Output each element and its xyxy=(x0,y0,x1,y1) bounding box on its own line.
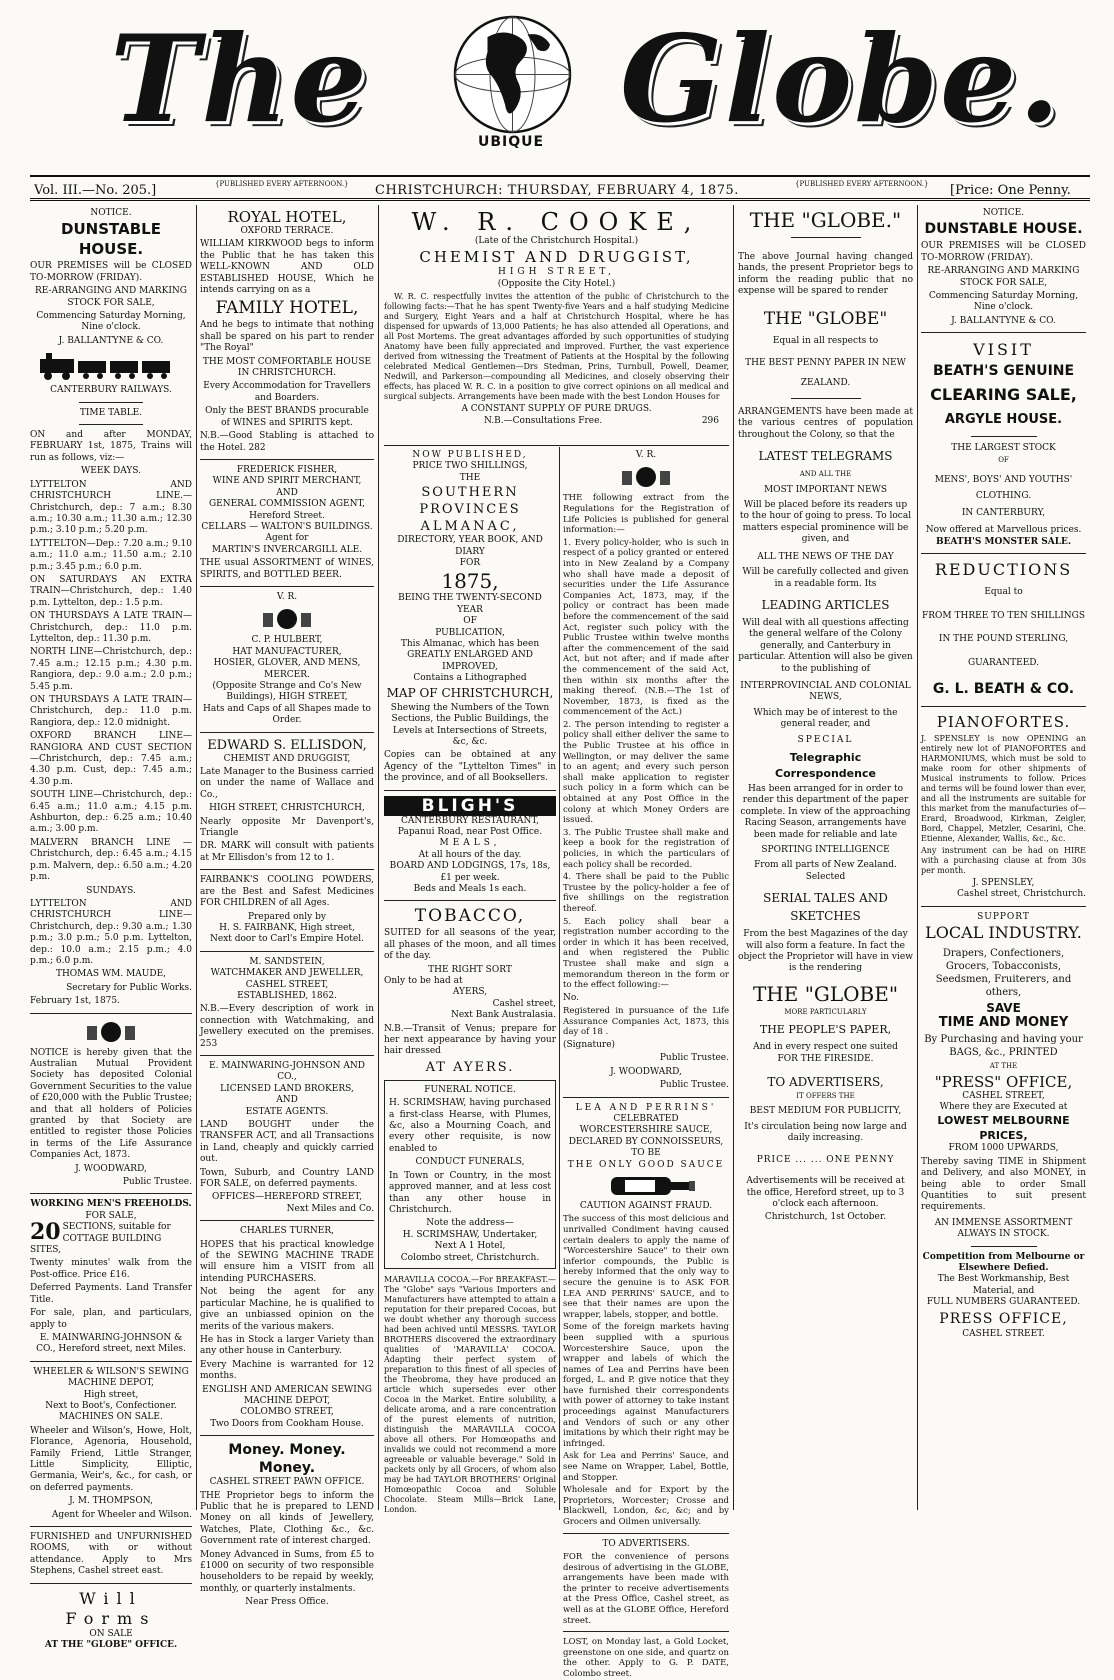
tobacco-text: SUITED for all seasons of the year, all phases of the moon, and all times of the day. xyxy=(384,928,556,962)
wheeler-address: High street, xyxy=(83,1389,139,1400)
tobacco-address: Cashel street, xyxy=(492,998,556,1009)
freeholds-forsale: FOR SALE, xyxy=(85,1210,137,1221)
turner-text: HOPES that his practical knowledge of the SEWING MACHINE TRADE will ensure him a VISIT from all intending PURCHASERS. xyxy=(200,1239,374,1284)
sandstein-established: ESTABLISHED, 1862. xyxy=(237,990,337,1001)
cooke-name: W. R. COOKE, xyxy=(411,208,702,236)
policy-text: 3. The Public Trustee shall make and keep a book for the registration of policies, in which the particulars of each policy shall be recorded. xyxy=(563,827,729,870)
beath-title: BEATH'S GENUINE xyxy=(932,363,1075,380)
globe-date: Christchurch, 1st October. xyxy=(764,1212,887,1223)
globe-heading: SERIAL TALES AND xyxy=(763,891,888,906)
royal-crest-icon xyxy=(30,1019,192,1045)
almanac-price: PRICE TWO SHILLINGS, xyxy=(412,461,528,472)
pianofortes-text: J. SPENSLEY is now OPENING an entirely new lot of PIANOFORTES and HARMONIUMS, which must be sold to make room for other shipments of Musical instruments to follow. Prices and terms will be found lower than ever, and all the instruments are suitable for this market from the manufacturies of—Erard, Broadwood, Kirkman, Zeigler, Bord, Chappel, Metzler, Cesarini, Che. Etienne, Alexander, Wallis, &c., &c. xyxy=(921,733,1086,843)
fisher-address: Hereford Street. xyxy=(249,510,325,521)
lea-perrins-celebrated: CELEBRATED xyxy=(613,1113,679,1124)
cooke-number: 296 xyxy=(701,415,719,426)
freeholds-agent: E. MAINWARING-JOHNSON & CO., Hereford street, next Miles. xyxy=(36,1332,186,1355)
royal-hotel-title: ROYAL HOTEL, xyxy=(227,208,347,226)
dunstable-title: DUNSTABLE HOUSE. xyxy=(924,221,1083,238)
tobacco-venus: N.B.—Transit of Venus; prepare for her next appearance by having your hair dressed xyxy=(384,1023,556,1057)
masthead xyxy=(0,0,1114,170)
funeral-address: Colombo street, Christchurch. xyxy=(400,1252,540,1263)
almanac-directory: DIRECTORY, YEAR BOOK, AND xyxy=(397,535,543,546)
ellisdon-address: HIGH STREET, CHRISTCHURCH, xyxy=(209,803,365,814)
globe-heading: TO ADVERTISERS, xyxy=(767,1075,884,1090)
blighs-subtitle: CANTERBURY RESTAURANT, xyxy=(401,815,539,826)
globe-title: THE "GLOBE" xyxy=(752,981,899,1006)
almanac-text: GREATLY ENLARGED AND xyxy=(407,650,533,661)
turner-name: CHARLES TURNER, xyxy=(239,1226,335,1237)
ellisdon-name: EDWARD S. ELLISDON, xyxy=(207,737,367,753)
almanac-of: OF xyxy=(463,616,477,627)
fairbank-address: Next door to Carl's Empire Hotel. xyxy=(210,934,364,945)
fisher-text: THE usual ASSORTMENT of WINES, SPIRITS, and BOTTLED BEER. xyxy=(200,558,374,580)
globe-text: Advertisements will be received at the office, Hereford street, up to 3 o'clock each afternoon. xyxy=(746,1176,905,1209)
globe-text: ALL THE NEWS OF THE DAY xyxy=(757,551,894,562)
clearing-sale-title: CLEARING SALE, xyxy=(930,385,1077,405)
save-title: SAVE xyxy=(986,1001,1021,1016)
time-money-title: TIME AND MONEY xyxy=(938,1015,1069,1031)
rail-line: ON THURSDAYS A LATE TRAIN—Christchurch, dep.: 11.0 p.m. Rangiora, dep.: 12.0 midnight. xyxy=(30,695,192,728)
almanac-now-published: NOW PUBLISHED, xyxy=(412,450,528,460)
globe-text: IT OFFERS THE xyxy=(796,1092,855,1101)
fisher-trade: GENERAL COMMISSION AGENT, xyxy=(208,499,366,510)
globe-title: THE "GLOBE" xyxy=(763,308,888,329)
turner-text: Every Machine is warranted for 12 months. xyxy=(200,1359,374,1382)
almanac-diary: DIARY xyxy=(455,546,485,557)
beath-text: Equal to xyxy=(984,587,1023,598)
vr-label: V. R. xyxy=(635,450,657,460)
hulbert-hats: Hats and Caps of all Shapes made to Order. xyxy=(203,703,371,726)
support-text: CASHEL STREET, xyxy=(962,1090,1045,1101)
blighs-hours: At all hours of the day. xyxy=(418,849,522,860)
notice-label: NOTICE. xyxy=(982,208,1025,218)
dunstable-text: RE-ARRANGING AND MARKING STOCK FOR SALE, xyxy=(927,266,1080,288)
dunstable-signature: J. BALLANTYNE & CO. xyxy=(951,315,1056,326)
cooke-street: HIGH STREET, xyxy=(498,267,615,278)
published-note-left: {PUBLISHED EVERY AFTERNOON.} xyxy=(215,180,349,188)
argyle-house-title: ARGYLE HOUSE. xyxy=(944,412,1063,428)
globe-text: The above Journal having changed hands, the present Proprietor begs to inform the reading public that no expense will be spared to render xyxy=(738,252,913,297)
fisher-and: AND xyxy=(276,487,298,498)
caution-text: Ask for Lea and Perrins' Sauce, and see Name on Wrapper, Label, Bottle, and Stopper. xyxy=(563,1451,729,1483)
time-table-title: TIME TABLE. xyxy=(79,407,143,418)
globe-text: BEST MEDIUM FOR PUBLICITY, xyxy=(749,1106,902,1117)
funeral-notice-box xyxy=(384,1080,556,1269)
beath-signature: G. L. BEATH & CO. xyxy=(932,680,1075,697)
tobacco-at-ayers: AT AYERS. xyxy=(425,1059,515,1075)
funeral-name: H. SCRIMSHAW, Undertaker, xyxy=(402,1229,538,1240)
rail-line: ON SATURDAYS AN EXTRA TRAIN—Christchurch, dep.: 1.40 p.m. Lyttelton, dep.: 1.5 p.m. xyxy=(30,574,192,608)
fisher-trade: WINE AND SPIRIT MERCHANT, xyxy=(212,476,362,487)
ellisdon-trade: CHEMIST AND DRUGGIST, xyxy=(223,753,351,764)
turner-text: Not being the agent for any particular Machine, he is qualified to give an unbiassed opinion on the merits of the various makers. xyxy=(200,1287,374,1332)
maude-title: Secretary for Public Works. xyxy=(66,982,192,993)
support-at: AT THE xyxy=(989,1062,1018,1071)
funeral-text: H. SCRIMSHAW, having purchased a first-class Hearse, with Plumes, &c, also a Mourning Coach, and every other requisite, is now enabled to xyxy=(389,1098,551,1154)
policy-no: No. xyxy=(563,992,579,1003)
ellisdon-text: Late Manager to the Business carried on under the name of Wallace and Co., xyxy=(200,767,374,800)
support-text: AN IMMENSE ASSORTMENT ALWAYS IN STOCK. xyxy=(934,1217,1073,1240)
royal-hotel-text: Only the BEST BRANDS procurable of WINES and SPIRITS kept. xyxy=(205,406,369,428)
globe-text: Will deal with all questions affecting the general welfare of the Colony generally, and Canterbury in particular. Attention will also be given to the publishing of xyxy=(738,617,913,674)
reductions-title: REDUCTIONS xyxy=(934,560,1073,580)
globe-text: THE PEOPLE'S PAPER, xyxy=(759,1023,892,1037)
blighs-beds: Beds and Meals 1s each. xyxy=(413,883,527,894)
sandstein-name: M. SANDSTEIN, xyxy=(249,956,325,967)
rail-line: LYTTELTON—Dep.: 7.20 a.m.; 9.10 a.m.; 11.0 a.m.; 11.50 a.m.; 2.10 p.m.; 3.45 p.m.; 6.0 p.m. xyxy=(30,538,192,572)
will-forms-sale: ON SALE xyxy=(89,1628,133,1639)
royal-hotel-text: WILLIAM KIRKWOOD begs to inform the Public that he has taken this WELL-KNOWN AND OLD ESTABLISHED HOUSE, Which he intends carrying on as a xyxy=(200,239,374,296)
vr-label: V. R. xyxy=(276,591,298,602)
globe-price: PRICE ... ... ONE PENNY xyxy=(756,1154,895,1165)
hulbert-name: C. P. HULBERT, xyxy=(251,635,323,646)
caution-text: The success of this most delicious and unrivalled Condiment having caused certain dealers to apply the name of "Worcestershire Sauce" to their own inferior compounds, the Public is hereby informed that the only way to secure the genuine is to ASK FOR LEA AND PERRINS' SAUCE, and to see that their names are upon the wrapper, labels, stopper, and bottle. xyxy=(563,1214,729,1320)
policy-trustee: Public Trustee. xyxy=(659,1080,729,1091)
globe-text: MOST IMPORTANT NEWS xyxy=(763,484,888,495)
freeholds-plan: For sale, plan, and particulars, apply to xyxy=(30,1308,192,1330)
support-text: By Purchasing and having your BAGS, &c., PRINTED xyxy=(924,1034,1083,1059)
column-3b xyxy=(563,450,729,1679)
policy-text: 2. The person intending to register a policy shall either deliver the same to the Public Trustee at his office in Wellington, or may deliver the same to an agent; and every such person shall make application to register such policy in a form which can be obtained at any Post Office in the colony at which Money Orders are issued. xyxy=(563,719,729,826)
funeral-conduct: CONDUCT FUNERALS, xyxy=(415,1157,525,1168)
masthead-the: The xyxy=(110,9,369,150)
pianofortes-title: PIANOFORTES. xyxy=(936,712,1071,731)
machines-on-sale: MACHINES ON SALE. xyxy=(59,1412,163,1423)
wheeler-title: WHEELER & WILSON'S SEWING MACHINE DEPOT, xyxy=(33,1366,189,1389)
support-text: Competition from Melbourne or Elsewhere Defied. xyxy=(922,1251,1085,1273)
section-rule xyxy=(384,445,729,446)
globe-text: Will be placed before its readers up to the hour of going to press. To local matters especial prominence will be given, and xyxy=(739,500,912,545)
policy-woodward: J. WOODWARD, xyxy=(610,1066,682,1077)
lea-perrins-title: LEA AND PERRINS' xyxy=(575,1102,717,1113)
emj-text: LAND BOUGHT under the TRANSFER ACT, and all Transactions in Land, cheaply and quickly carried out. xyxy=(200,1120,374,1165)
caution-title: CAUTION AGAINST FRAUD. xyxy=(579,1200,713,1211)
almanac-almanac: ALMANAC, xyxy=(420,519,520,535)
support-text: Thereby saving TIME in Shipment and Delivery, and also MONEY, in being able to order Small Quantities to suit present requirements. xyxy=(921,1156,1086,1213)
cooke-ad xyxy=(384,208,729,443)
support-text: FULL NUMBERS GUARANTEED. xyxy=(926,1297,1081,1308)
lea-perrins-only: THE ONLY GOOD SAUCE xyxy=(567,1159,725,1170)
pawn-address: Near Press Office. xyxy=(245,1597,329,1608)
globe-text: INTERPROVINCIAL AND COLONIAL NEWS, xyxy=(740,680,911,703)
to-advertisers-title: TO ADVERTISERS. xyxy=(602,1538,690,1549)
beath-text: THE LARGEST STOCK xyxy=(951,443,1056,454)
globe-text: SPORTING INTELLIGENCE xyxy=(761,845,890,855)
royal-hotel-text: Every Accommodation for Travellers and Boarders. xyxy=(203,381,371,403)
policy-text: 5. Each policy shall bear a registration number according to the order in which it has been received, and when registered the Public Trustee shall make and sign a memorandum thereon in the form or to the effect following:— xyxy=(563,916,729,991)
wheeler-text: Wheeler and Wilson's, Howe, Holt, Florance, Agenoria, Household, Family Friend, Little Stranger, Little Simplicity, Elliptic, Germania, Weir's, &c., for cash, or on deferred payments. xyxy=(30,1425,192,1493)
pawn-text: THE Proprietor begs to inform the Public that he is prepared to LEND Money on all kinds of Jewellery, Watches, Plate, Clothing &c., &c. Government rate of interest charged. xyxy=(200,1490,374,1547)
policy-trustee: Public Trustee. xyxy=(659,1053,729,1064)
lea-perrins-sauce: WORCESTERSHIRE SAUCE, xyxy=(579,1125,713,1136)
emj-trade: ESTATE AGENTS. xyxy=(245,1106,329,1117)
dateline xyxy=(30,175,1090,201)
turner-address: Two Doors from Cookham House. xyxy=(210,1418,364,1429)
column-5 xyxy=(921,208,1086,1508)
royal-crest-icon xyxy=(200,606,374,632)
royal-hotel-address: OXFORD TERRACE. xyxy=(240,226,334,236)
blighs-title: BLIGH'S xyxy=(384,796,556,816)
ellisdon-text: DR. MARK will consult with patients at Mr Ellisdon's from 12 to 1. xyxy=(200,841,374,863)
rail-line: OXFORD BRANCH LINE—RANGIORA AND CUST SECTION—Christchurch, dep.: 7.45 a.m.; 4.30 p.m. Cust, dep.: 7.45 a.m.; 4.30 p.m. xyxy=(30,731,192,787)
freeholds-title: WORKING MEN'S FREEHOLDS. xyxy=(30,1199,192,1210)
tobacco-right: THE RIGHT SORT xyxy=(428,964,512,975)
globe-heading: LATEST TELEGRAMS xyxy=(758,449,893,464)
almanac-text: Shewing the Numbers of the Town Sections, the Public Buildings, the Levels at Intersections of Streets, &c, &c. xyxy=(390,702,550,747)
rail-line: LYTTELTON AND CHRISTCHURCH LINE—Christchurch, dep.: 9.30 a.m.; 1.30 p.m.; 3.0 p.m.; 5.0 p.m. Lyttelton, dep.: 10.0 a.m.; 2.15 p.m.; 4.0 p.m.; 6.0 p.m. xyxy=(30,898,192,966)
almanac-the: THE xyxy=(459,472,481,483)
globe-text: Has been arranged for in order to render this department of the paper complete. In view of the approaching Racing Season, arrangements have been made for reliable and late xyxy=(740,783,911,840)
policy-signature: (Signature) xyxy=(563,1039,616,1050)
lost-locket-text: LOST, on Monday last, a Gold Locket, greenstone on one side, and quartz on the other. Apply to G. P. DATE, Colombo street. xyxy=(563,1637,729,1679)
tobacco-only: Only to be had at xyxy=(384,976,463,986)
maude-date: February 1st, 1875. xyxy=(30,996,120,1007)
family-hotel-title: FAMILY HOTEL, xyxy=(215,298,359,319)
masthead-motto: UBIQUE xyxy=(478,134,545,150)
rooms-ad: FURNISHED and UNFURNISHED ROOMS, with or without attendance. Apply to Mrs Stephens, Cashel street east. xyxy=(30,1532,192,1577)
column-rule xyxy=(733,205,734,1510)
train-icon xyxy=(30,351,192,381)
blighs-address: Papanui Road, near Post Office. xyxy=(397,826,543,837)
caution-text: Wholesale and for Export by the Proprietors, Worcester; Crosse and Blackwell, London, &c, &c; and by Grocers and Oilmen universally. xyxy=(563,1485,729,1527)
turner-street: COLOMBO STREET, xyxy=(240,1407,334,1418)
city-date: CHRISTCHURCH: THURSDAY, FEBRUARY 4, 1875. xyxy=(375,183,739,198)
globe-text: AND ALL THE xyxy=(799,470,852,479)
cooke-subtitle: (Late of the Christchurch Hospital.) xyxy=(474,236,639,246)
almanac-text: Contains a Lithographed xyxy=(413,673,527,684)
cooke-consult: N.B.—Consultations Free. xyxy=(484,415,603,426)
price: [Price: One Penny. xyxy=(950,183,1071,198)
sandstein-address: CASHEL STREET, xyxy=(245,979,329,990)
railways-title: CANTERBURY RAILWAYS. xyxy=(50,385,172,396)
thompson-name: J. M. THOMPSON, xyxy=(69,1496,153,1507)
beath-monster-sale: BEATH'S MONSTER SALE. xyxy=(935,536,1072,547)
beath-text: GUARANTEED. xyxy=(967,657,1040,668)
fairbank-text: FAIRBANK'S COOLING POWDERS, are the Best and Safest Medicines FOR CHILDREN of all Ages. xyxy=(200,875,374,909)
globe-text: And in every respect one suited xyxy=(753,1042,898,1053)
blighs-meals: MEALS, xyxy=(439,838,501,849)
almanac-text: IMPROVED, xyxy=(442,661,498,672)
globe-text: From all parts of New Zealand. Selected xyxy=(754,860,897,882)
globe-text: Equal in all respects to xyxy=(772,335,879,346)
woodward-title: Public Trustee. xyxy=(122,1177,192,1188)
support-text: FROM 1000 UPWARDS, xyxy=(948,1143,1059,1154)
rail-line: ON THURSDAYS A LATE TRAIN—Christchurch, dep.: 11.0 p.m. Lyttelton, dep.: 11.30 p.m. xyxy=(30,611,192,644)
freeholds-terms: Deferred Payments. Land Transfer Title. xyxy=(30,1283,192,1305)
beath-text: Now offered at Marvellous prices. xyxy=(925,525,1082,536)
maravilla-text: MARAVILLA COCOA.—For BREAKFAST.—The "Globe" says "Various Importers and Manufacturers have attempted to attain a reputation for their prepared Cocoas, but we doubt whether any thorough success had been achived until MESSRS. TAYLOR BROTHERS discovered the extraordinary qualities of 'MARAVILLA' COCOA. Adapting their perfect system of preparation to this finest of all species of the Theobroma, they have produced an article which supersedes ever other Cocoa in the Market. Entire solubility, a delicate aroma, and a rare concentration of the purest elements of nutrition, distinguish the MARAVILLA COCOA above all others. For Homœopaths and invalids we could not recommend a more agreeable or valuable beverage." Sold in packets only by all Grocers, of whom also may be had TAYLOR BROTHERS' Original Homœopathic Cocoa and Soluble Chocolate. Steam Mills—Brick Lane, London. xyxy=(384,1274,556,1514)
almanac-title: SOUTHERN PROVINCES xyxy=(419,485,521,518)
beath-text: MENS', BOYS' AND YOUTHS' CLOTHING. xyxy=(934,475,1073,502)
globe-heading: LEADING ARTICLES xyxy=(761,597,890,612)
beath-text: IN CANTERBURY, xyxy=(961,508,1046,519)
tobacco-ayers: AYERS, xyxy=(452,987,488,998)
globe-text: It's circulation being now large and daily increasing. xyxy=(744,1121,907,1144)
sauce-bottle-icon xyxy=(563,1171,729,1201)
globe-heading: Telegraphic Correspondence xyxy=(775,750,876,780)
spensley-name: J. SPENSLEY, xyxy=(972,877,1035,888)
rail-line: LYTTELTON AND CHRISTCHURCH LINE.—Christchurch, dep.: 7 a.m.; 8.30 a.m.; 10.30 a.m.; 11.30 a.m.; 12.30 p.m.; 3.10 p.m.; 5.20 p.m. xyxy=(30,479,192,536)
support-text: CASHEL STREET. xyxy=(962,1328,1045,1339)
emj-trade: LICENSED LAND BROKERS, xyxy=(220,1083,354,1094)
maude-name: THOMAS WM. MAUDE, xyxy=(55,969,167,980)
emj-office: Next Miles and Co. xyxy=(286,1203,374,1214)
column-rule xyxy=(196,205,197,1510)
hulbert-trade: HOSIER, GLOVER, AND MENS, MERCER. xyxy=(213,658,361,680)
almanac-being: BEING THE TWENTY-SECOND YEAR xyxy=(398,593,542,615)
royal-hotel-text: N.B.—Good Stabling is attached to the Hotel. 282 xyxy=(200,431,374,453)
tobacco-address: Next Bank Australasia. xyxy=(450,1010,556,1021)
beath-text: OF xyxy=(998,455,1009,464)
almanac-for: FOR xyxy=(459,558,481,569)
melbourne-prices-title: LOWEST MELBOURNE PRICES, xyxy=(937,1114,1070,1143)
funeral-title: FUNERAL NOTICE. xyxy=(424,1084,516,1095)
almanac-publication: PUBLICATION, xyxy=(435,627,505,638)
globe-heading: SKETCHES xyxy=(790,909,861,924)
rail-line: NORTH LINE—Christchurch, dep.: 7.45 a.m.; 12.15 p.m.; 4.30 p.m. Rangiora, dep.: 9.0 a.m.; 2.0 p.m.; 5.45 p.m. xyxy=(30,647,192,692)
wheeler-address: Next to Boot's, Confectioner. xyxy=(45,1400,177,1411)
freeholds-walk: Twenty minutes' walk from the Post-office. Price £16. xyxy=(30,1258,192,1280)
freeholds-number: 20 xyxy=(30,1219,61,1246)
money-title: Money. Money. Money. xyxy=(228,1442,346,1477)
funeral-note: Note the address— xyxy=(426,1218,514,1229)
dunstable-signature: J. BALLANTYNE & CO. xyxy=(58,335,164,346)
policy-text: THE following extract from the Regulations for the Registration of Life Policies is published for general information:— xyxy=(563,493,729,536)
hulbert-address: (Opposite Strange and Co's New Buildings), HIGH STREET, xyxy=(212,681,362,703)
column-1 xyxy=(30,208,193,1651)
royal-hotel-text: THE MOST COMFORTABLE HOUSE IN CHRISTCHURCH. xyxy=(202,356,372,379)
cooke-opposite: (Opposite the City Hotel.) xyxy=(497,278,616,289)
support-text: Where they are Executed at xyxy=(939,1101,1068,1112)
policy-text: Registered in pursuance of the Life Assurance Companies Act, 1873, this day of 18 . xyxy=(563,1006,729,1038)
globe-icon xyxy=(450,12,575,137)
to-advertisers-text: FOR the convenience of persons desirous of advertising in the GLOBE, arrangements have been made with the printer to receive advertisements at the Press Office, Cashel street, as well as at the GLOBE Office, Hereford street. xyxy=(563,1552,729,1626)
policy-text: 4. There shall be paid to the Public Trustee by the policy-holder a fee of five shillings on the registration thereof. xyxy=(563,872,729,914)
emj-text: Town, Suburb, and Country LAND FOR SALE, on deferred payments. xyxy=(200,1167,374,1190)
hulbert-trade: HAT MANUFACTURER, xyxy=(232,646,342,657)
column-rule xyxy=(378,205,379,1510)
fisher-ale: MARTIN'S INVERCARGILL ALE. xyxy=(211,544,363,555)
pianofortes-text: Any instrument can be had on HIRE with a purchasing clause at from 30s per month. xyxy=(921,845,1086,875)
woodward-name: J. WOODWARD, xyxy=(75,1163,147,1174)
dunstable-text: OUR PREMISES will be CLOSED TO-MORROW (FRIDAY). xyxy=(921,241,1086,263)
local-industry-title: LOCAL INDUSTRY. xyxy=(925,923,1082,943)
policy-text: 1. Every policy-holder, who is such in respect of a policy granted or entered into in New Zealand by a Company who shall have made a deposit of securities under the Life Assurance Companies Act, 1873, may, if the policy or contract has been made before the commencement of the said Act, register such policy with the Public Trustee within twelve months after the commencement of the said Act, but not after; and if made after the commencement of the said Act, then within six months after the making thereof. (N.B.—The 1st of November, 1873, is fixed as the commencement of the Act.) xyxy=(563,537,729,718)
dunstable-text: OUR PREMISES will be CLOSED TO-MORROW (FRIDAY). xyxy=(30,261,192,283)
globe-text: SPECIAL xyxy=(797,734,854,745)
support-title: SUPPORT xyxy=(977,911,1030,922)
amp-notice: NOTICE is hereby given that the Australian Mutual Provident Society has deposited Colonial Government Securities to the value of £20,000 with the Public Trustee; and that all holders of Policies granted by that Society are entitled to register those Policies in terms of the Life Assurance Companies Act, 1873. xyxy=(30,1047,193,1161)
dunstable-text: RE-ARRANGING AND MARKING STOCK FOR SALE, xyxy=(35,286,187,308)
royal-crest-icon xyxy=(563,464,729,490)
sandstein-trade: WATCHMAKER AND JEWELLER, xyxy=(210,968,364,979)
freeholds-sections: SECTIONS, suitable for COTTAGE BUILDING SITES, xyxy=(30,1222,171,1256)
almanac-map: MAP OF CHRISTCHURCH, xyxy=(386,685,554,700)
thompson-title: Agent for Wheeler and Wilson. xyxy=(51,1509,192,1520)
will-forms-office: AT THE "GLOBE" OFFICE. xyxy=(44,1640,178,1651)
week-days-title: WEEK DAYS. xyxy=(81,466,141,477)
funeral-text: In Town or Country, in the most approved manner, and at less cost than any other house in Christchurch. xyxy=(389,1170,551,1215)
rail-line: SOUTH LINE—Christchurch, dep.: 6.45 a.m.; 11.0 a.m.; 4.15 p.m. Ashburton, dep.: 6.25 a.m.; 10.40 a.m.; 3.00 p.m. xyxy=(30,790,192,835)
globe-text: Will be carefully collected and given in a readable form. Its xyxy=(742,567,909,589)
dunstable-text: Commencing Saturday Morning, Nine o'clock. xyxy=(36,311,186,333)
globe-text: From the best Magazines of the day will also form a feature. In fact the object the Proprietor will have in view is the rendering xyxy=(738,929,913,974)
will-forms-title: Will Forms xyxy=(65,1588,157,1628)
almanac-text: Copies can be obtained at any Agency of the "Lyttelton Times" in the province, and of all Booksellers. xyxy=(384,750,556,784)
caution-text: Some of the foreign markets having been supplied with a spurious Worcestershire Sauce, upon the wrapper and labels of which the names of Lea and Perrins have been forged, L. and P. give notice that they have furnished their correspondents with power of attorney to take instant proceedings against Manufacturers and Vendors of such or any other imitations by which their right may be infringed. xyxy=(563,1322,729,1449)
almanac-year: 1875, xyxy=(441,569,499,594)
blighs-board: BOARD AND LODGINGS, 17s, 18s, £1 per week. xyxy=(389,861,551,883)
column-rule xyxy=(559,447,560,1510)
support-text: The Best Workmanship, Best Material, and xyxy=(937,1274,1070,1296)
turner-text: He has in Stock a larger Variety than any other house in Canterbury. xyxy=(200,1334,374,1357)
pawn-text: Money Advanced in Sums, from £5 to £1000 on security of two responsible householders to be repaid by weekly, monthly, or quarterly instalments. xyxy=(200,1549,374,1594)
funeral-address: Next A 1 Hotel, xyxy=(434,1241,506,1252)
rail-line: MALVERN BRANCH LINE — Christchurch, dep.: 6.45 a.m.; 4.15 p.m. Malvern, dep.: 6.50 a.m.; 4.20 p.m. xyxy=(30,837,192,883)
turner-depot: ENGLISH AND AMERICAN SEWING MACHINE DEPOT, xyxy=(202,1384,372,1406)
lea-perrins-tobe: TO BE xyxy=(631,1148,661,1159)
emj-office: OFFICES—HEREFORD STREET, xyxy=(212,1192,362,1203)
notice-label: NOTICE. xyxy=(90,208,132,218)
cooke-drugs: A CONSTANT SUPPLY OF PURE DRUGS. xyxy=(461,404,652,415)
lea-perrins-declared: DECLARED BY CONNOISSEURS, xyxy=(568,1136,724,1147)
dunstable-title: DUNSTABLE HOUSE. xyxy=(61,220,161,259)
globe-text: ARRANGEMENTS have been made at the various centres of population throughout the Colony, so that the xyxy=(738,407,913,440)
globe-text: MORE PARTICULARLY xyxy=(784,1007,867,1016)
fairbank-name: H. S. FAIRBANK, High street, xyxy=(219,922,355,933)
spensley-address: Cashel street, Christchurch. xyxy=(957,889,1086,900)
press-office-title: PRESS OFFICE, xyxy=(939,1310,1068,1327)
beath-text: IN THE POUND STERLING, xyxy=(938,634,1069,645)
fairbank-prepared: Prepared only by xyxy=(248,911,326,922)
cooke-trade: CHEMIST AND DRUGGIST, xyxy=(419,248,694,267)
volume-number: Vol. III.—No. 205.] xyxy=(34,183,157,198)
fisher-name: FREDERICK FISHER, xyxy=(236,464,338,475)
globe-text: Which may be of interest to the general reader, and xyxy=(753,707,898,730)
support-text: Drapers, Confectioners, Grocers, Tobacconists, Seedsmen, Fruiterers, and others, xyxy=(935,948,1072,999)
column-4 xyxy=(738,208,913,1508)
tobacco-title: TOBACCO, xyxy=(414,906,526,927)
published-note-right: {PUBLISHED EVERY AFTERNOON.} xyxy=(795,180,929,188)
fisher-cellars: CELLARS — WALTON'S BUILDINGS. xyxy=(201,521,373,532)
sandstein-text: N.B.—Every description of work in connection with Watchmaking, and Jewellery executed on the premises. 253 xyxy=(200,1004,374,1049)
emj-name: E. MAINWARING-JOHNSON AND CO., xyxy=(209,1060,365,1083)
pawn-office-title: CASHEL STREET PAWN OFFICE. xyxy=(209,1477,365,1488)
masthead-globe: Globe. xyxy=(620,9,1063,150)
column-rule xyxy=(917,205,918,1510)
ellisdon-text: Nearly opposite Mr Davenport's, Triangle xyxy=(200,816,374,839)
column-3a xyxy=(384,450,556,1514)
royal-hotel-text: And he begs to intimate that nothing shall be spared on his part to render "The Royal" xyxy=(200,320,374,354)
cooke-text: W. R. C. respectfully invites the attention of the public of Christchurch to the following facts:—That he has spent Twenty-five Years and a half studying Medicine and Surgery, Eight Years and a half at Christchurch Hospital, where he has dispensed for upwards of 13,000 Patients; he has also attended all Operations, and all Post Mortems. The great advantages afforded by such opportunities of studying Anatomy have been fully appreciated and improved. Further, the vast experience derived from witnessing the Treatment of Patients at the Hospital by the following celebrated Medical Gentlemen—Drs Stedman, Prins, Turnbull, Powell, Deamer, Nedwill, and Parkerson—compounding all Medicines, and closely observing their effects, has placed W. R. C. in a position to give correct opinions on all medical and surgical subjects. Arrangements have been made with the best London Houses for xyxy=(384,292,729,402)
globe-title: THE "GLOBE." xyxy=(749,208,902,232)
beath-text: FROM THREE TO TEN SHILLINGS xyxy=(922,610,1085,621)
rail-intro: ON and after MONDAY, FEBRUARY 1st, 1875, Trains will run as follows, viz:— xyxy=(30,430,192,463)
globe-text: FOR THE FIRESIDE. xyxy=(777,1053,874,1064)
column-2 xyxy=(200,208,374,1608)
dunstable-text: Commencing Saturday Morning, Nine o'clock. xyxy=(928,291,1079,313)
globe-text: THE BEST PENNY PAPER IN NEW ZEALAND. xyxy=(745,358,906,389)
almanac-text: This Almanac, which has been xyxy=(400,639,540,650)
fisher-agent: Agent for xyxy=(265,533,309,544)
visit-title: VISIT xyxy=(973,340,1034,360)
sundays-title: SUNDAYS. xyxy=(86,885,136,896)
press-office-title: "PRESS" OFFICE, xyxy=(934,1072,1073,1091)
emj-and: AND xyxy=(276,1095,298,1106)
